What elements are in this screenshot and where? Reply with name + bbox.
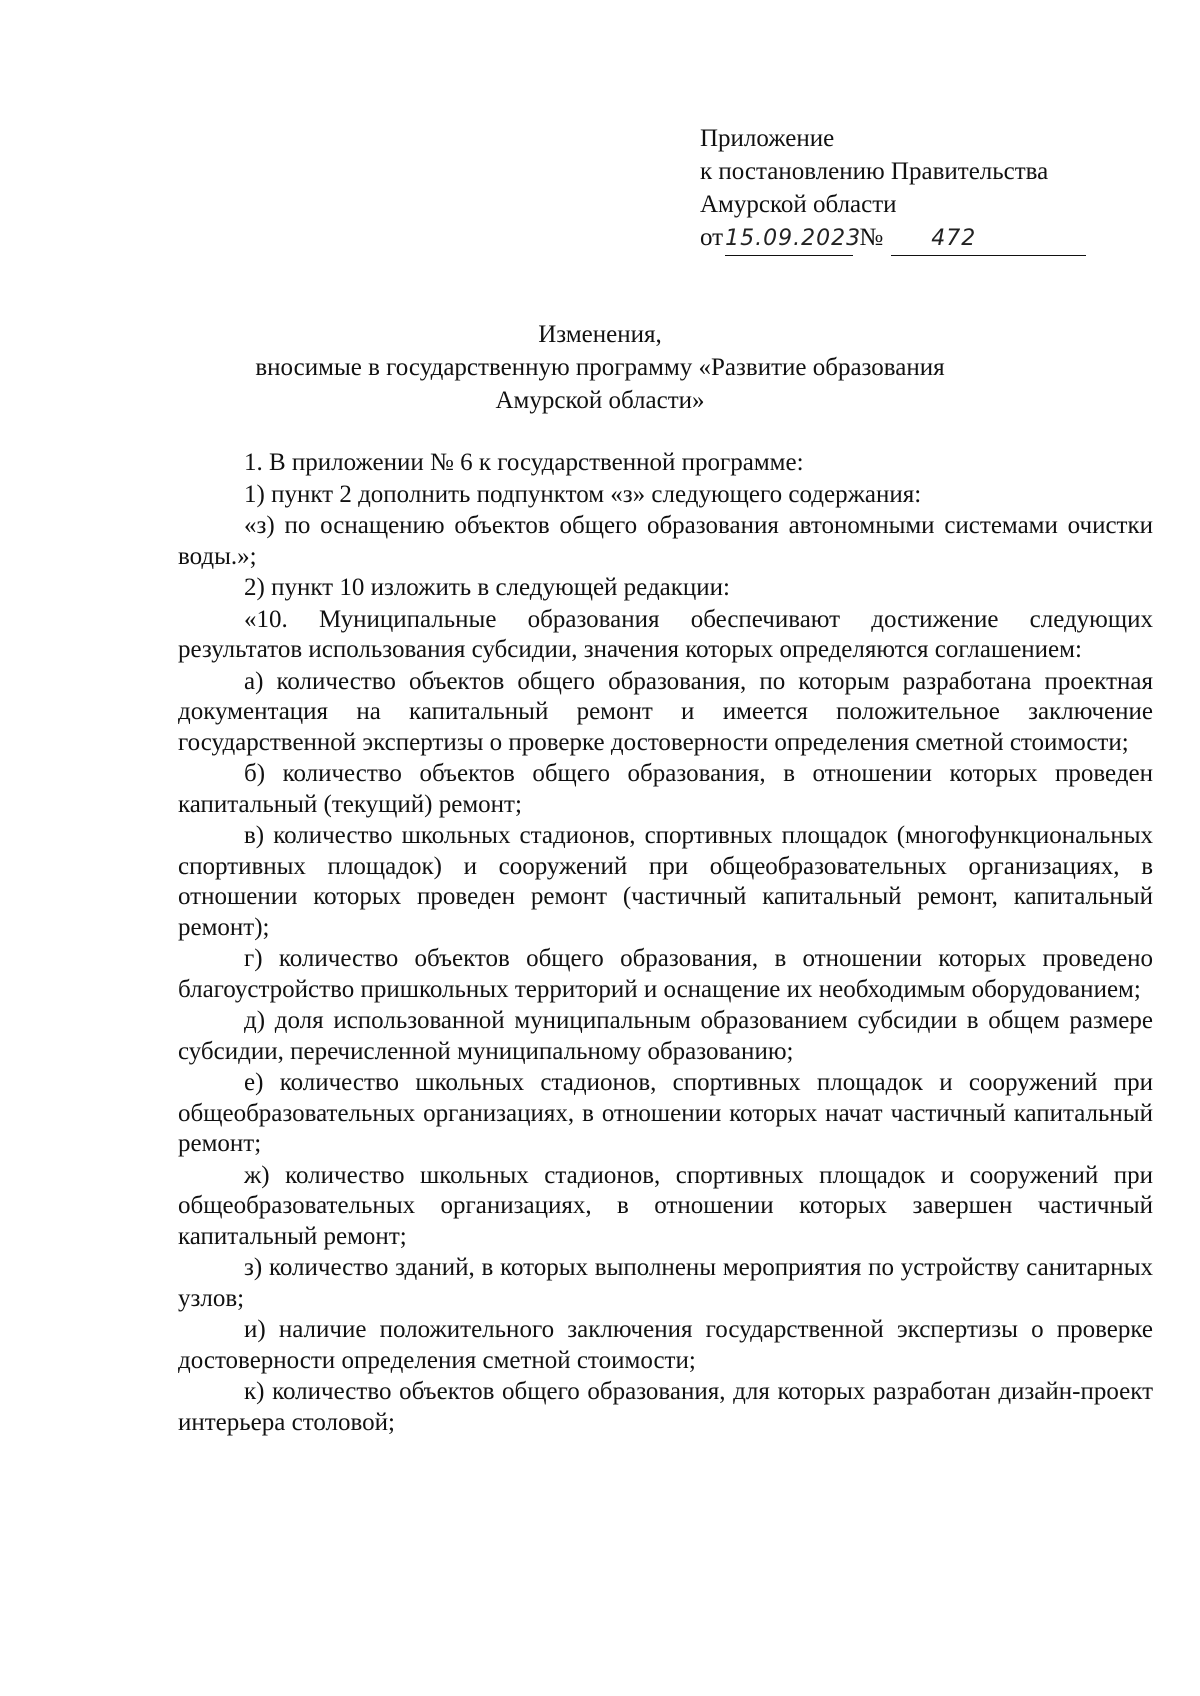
number-label: № [859,224,884,251]
paragraph: з) количество зданий, в которых выполнены мероприятия по устройству санитарных узлов; [178,1254,1153,1312]
paragraph: 2) пункт 10 изложить в следующей редакции: [244,574,730,601]
appendix-date-number-line [700,221,1086,256]
paragraph: д) доля использованной муниципальным образованием субсидии в общем размере субсидии, перечисленной муниципальному образованию; [178,1007,1153,1065]
paragraph: б) количество объектов общего образования, в отношении которых проведен капитальный (текущий) ремонт; [178,760,1153,818]
paragraph: г) количество объектов общего образования, в отношении которых проведено благоустройство пришкольных территорий и оснащение их необходимым оборудованием; [178,945,1153,1003]
paragraph: а) количество объектов общего образования, по которым разработана проектная документация на капитальный ремонт и имеется положительное заключение государственной экспертизы о проверке достоверности определения сметной стоимости; [178,667,1153,756]
document-title [150,318,1050,417]
paragraph: е) количество школьных стадионов, спортивных площадок и сооружений при общеобразовательных организациях, в отношении которых начат частичный капитальный ремонт; [178,1069,1153,1157]
appendix-line-1: Приложение [700,125,835,152]
paragraph: к) количество объектов общего образования, для которых разработан дизайн-проект интерьера столовой; [178,1378,1153,1436]
handwritten-date: 15.09.2023 [725,222,853,256]
appendix-block [700,122,1086,256]
paragraph: «з) по оснащению объектов общего образования автономными системами очистки воды.»; [178,512,1153,570]
paragraph: ж) количество школьных стадионов, спортивных площадок и сооружений при общеобразовательных организациях, в отношении которых завершен частичный капитальный ремонт; [178,1161,1153,1250]
paragraph: и) наличие положительного заключения государственной экспертизы о проверке достоверности определения сметной стоимости; [178,1316,1153,1374]
title-line-3: Амурской области» [495,387,705,414]
paragraph: 1) пункт 2 дополнить подпунктом «з» следующего содержания: [244,480,922,508]
document-body [178,448,1153,1439]
paragraph: 1. В приложении № 6 к государственной программе: [244,449,804,476]
title-line-2: вносимые в государственную программу «Развитие образования [255,354,945,381]
title-line-1: Изменения, [538,321,662,348]
paragraph: в) количество школьных стадионов, спортивных площадок (многофункциональных спортивных площадок) и сооружений при общеобразовательных организациях, в отношении которых проведен ремонт (частичный капитальный ремонт, капитальный ремонт); [178,822,1153,941]
handwritten-number: 472 [891,222,1086,256]
appendix-line-2: к постановлению Правительства [700,158,1049,185]
from-label: от [700,224,724,251]
appendix-line-3: Амурской области [700,191,897,218]
paragraph: «10. Муниципальные образования обеспечивают достижение следующих результатов использования субсидии, значения которых определяются соглашением: [178,605,1153,663]
